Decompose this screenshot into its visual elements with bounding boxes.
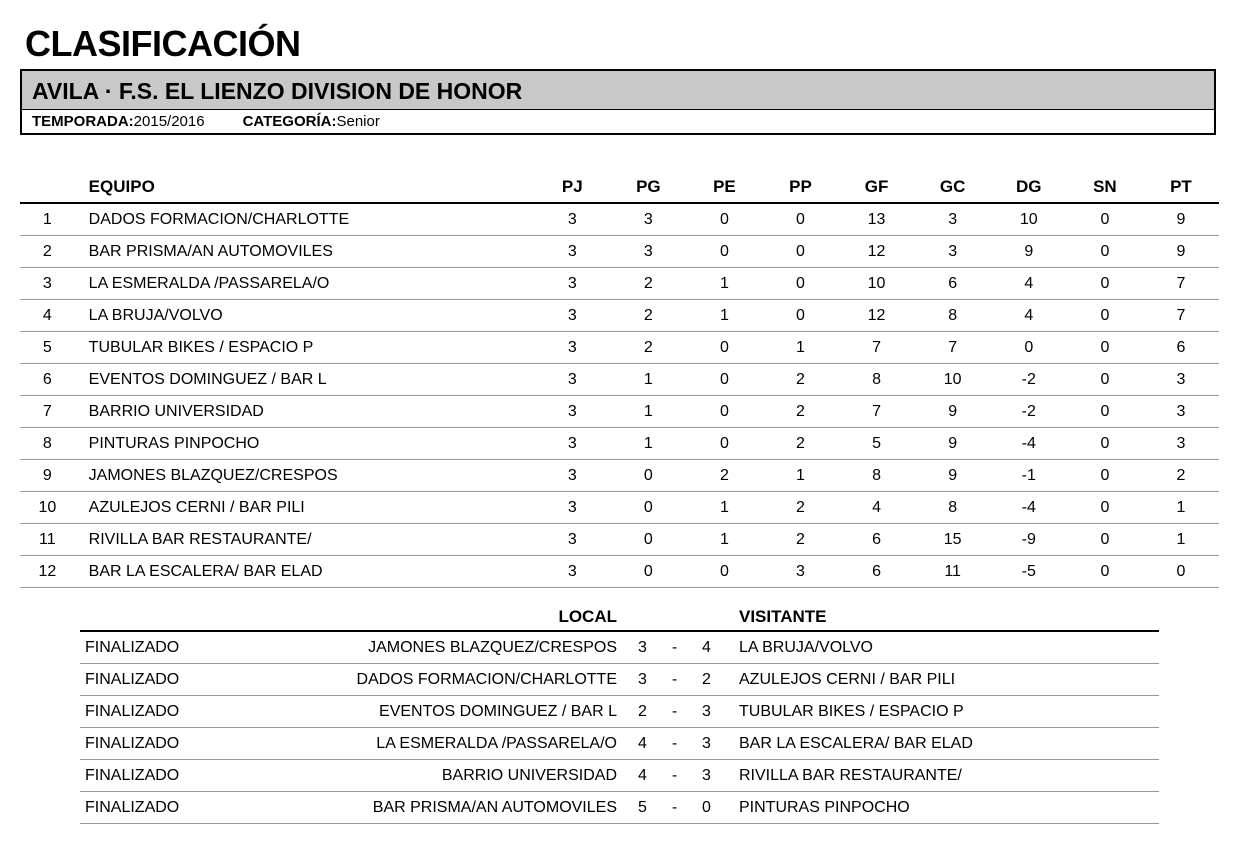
cell-dg: -5 [991,556,1067,588]
cell-pt: 0 [1143,556,1219,588]
cell-pj: 3 [534,203,610,236]
result-row [80,631,1159,664]
cell-pp: 0 [762,203,838,236]
cell-gf: 6 [839,524,915,556]
cell-gc: 9 [915,428,991,460]
cell-pj: 3 [534,364,610,396]
cell-pe: 0 [686,203,762,236]
cell-gc: 7 [915,332,991,364]
cell-gc: 9 [915,460,991,492]
cell-sn: 0 [1067,203,1143,236]
cell-local-score: 3 [618,664,667,696]
cell-position: 10 [20,492,75,524]
cell-pe: 1 [686,492,762,524]
cell-visitor-team: TUBULAR BIKES / ESPACIO P [731,696,1159,728]
cell-sn: 0 [1067,492,1143,524]
cell-team: BAR PRISMA/AN AUTOMOVILES [75,236,535,268]
cell-position: 2 [20,236,75,268]
cell-pg: 0 [610,460,686,492]
standings-row [20,332,1219,364]
standings-row [20,268,1219,300]
cell-position: 12 [20,556,75,588]
cell-pe: 0 [686,364,762,396]
cell-pt: 9 [1143,236,1219,268]
cell-team: EVENTOS DOMINGUEZ / BAR L [75,364,535,396]
cell-gf: 10 [839,268,915,300]
cell-visitor-team: LA BRUJA/VOLVO [731,631,1159,664]
cell-score-separator: - [667,728,682,760]
cell-sn: 0 [1067,524,1143,556]
col-header-dg: DG [991,172,1067,203]
cell-visitor-score: 0 [682,792,731,824]
cell-pp: 0 [762,300,838,332]
cell-pp: 2 [762,396,838,428]
cell-gf: 5 [839,428,915,460]
cell-pt: 1 [1143,492,1219,524]
cell-pg: 1 [610,428,686,460]
col-header-pp: PP [762,172,838,203]
cell-team: PINTURAS PINPOCHO [75,428,535,460]
cell-sn: 0 [1067,236,1143,268]
cell-position: 1 [20,203,75,236]
col-header-local: LOCAL [228,604,618,631]
cell-pg: 1 [610,364,686,396]
col-header-visitor: VISITANTE [731,604,1159,631]
cell-pj: 3 [534,396,610,428]
cell-pj: 3 [534,556,610,588]
standings-row [20,364,1219,396]
cell-sn: 0 [1067,364,1143,396]
cell-pp: 0 [762,268,838,300]
season-value: 2015/2016 [133,113,205,130]
cell-status: FINALIZADO [80,792,228,824]
cell-pe: 0 [686,556,762,588]
cell-pg: 3 [610,203,686,236]
competition-name: AVILA · F.S. EL LIENZO DIVISION DE HONOR [22,71,1214,110]
cell-gf: 8 [839,460,915,492]
cell-visitor-score: 3 [682,728,731,760]
cell-gf: 12 [839,236,915,268]
cell-position: 8 [20,428,75,460]
season-label: TEMPORADA: [32,113,134,130]
cell-position: 7 [20,396,75,428]
cell-pj: 3 [534,492,610,524]
cell-pg: 1 [610,396,686,428]
cell-visitor-team: RIVILLA BAR RESTAURANTE/ [731,760,1159,792]
cell-pt: 9 [1143,203,1219,236]
cell-pp: 1 [762,460,838,492]
cell-pt: 2 [1143,460,1219,492]
result-row [80,664,1159,696]
cell-dg: -9 [991,524,1067,556]
cell-team: JAMONES BLAZQUEZ/CRESPOS [75,460,535,492]
standings-row [20,300,1219,332]
cell-pj: 3 [534,332,610,364]
cell-pg: 2 [610,332,686,364]
standings-row [20,396,1219,428]
cell-score-separator: - [667,631,682,664]
results-header-row [80,604,1159,631]
result-row [80,792,1159,824]
cell-status: FINALIZADO [80,631,228,664]
cell-pg: 2 [610,300,686,332]
cell-pg: 0 [610,492,686,524]
season-category-row [22,110,1214,134]
cell-gc: 3 [915,203,991,236]
cell-gc: 8 [915,300,991,332]
standings-row [20,428,1219,460]
cell-pp: 2 [762,492,838,524]
cell-visitor-team: PINTURAS PINPOCHO [731,792,1159,824]
cell-dg: -4 [991,492,1067,524]
cell-gf: 13 [839,203,915,236]
cell-sn: 0 [1067,556,1143,588]
col-header-pg: PG [610,172,686,203]
col-header-pj: PJ [534,172,610,203]
cell-sn: 0 [1067,332,1143,364]
cell-pt: 7 [1143,268,1219,300]
cell-pe: 1 [686,300,762,332]
cell-status: FINALIZADO [80,664,228,696]
category-value: Senior [336,113,380,130]
cell-visitor-score: 3 [682,760,731,792]
cell-position: 6 [20,364,75,396]
cell-gc: 15 [915,524,991,556]
cell-team: RIVILLA BAR RESTAURANTE/ [75,524,535,556]
cell-position: 3 [20,268,75,300]
cell-gf: 12 [839,300,915,332]
cell-score-separator: - [667,760,682,792]
standings-row [20,236,1219,268]
cell-local-score: 3 [618,631,667,664]
cell-pe: 1 [686,268,762,300]
cell-local-team: BARRIO UNIVERSIDAD [228,760,618,792]
cell-dg: 9 [991,236,1067,268]
col-header-team: EQUIPO [75,172,535,203]
cell-sn: 0 [1067,300,1143,332]
cell-pe: 0 [686,236,762,268]
cell-pj: 3 [534,428,610,460]
cell-gc: 3 [915,236,991,268]
cell-gc: 11 [915,556,991,588]
cell-team: BAR LA ESCALERA/ BAR ELAD [75,556,535,588]
cell-status: FINALIZADO [80,696,228,728]
cell-position: 9 [20,460,75,492]
col-header-gf: GF [839,172,915,203]
cell-dg: -1 [991,460,1067,492]
cell-gc: 8 [915,492,991,524]
cell-pe: 0 [686,396,762,428]
cell-pp: 0 [762,236,838,268]
cell-score-separator: - [667,664,682,696]
standings-row [20,460,1219,492]
cell-local-team: EVENTOS DOMINGUEZ / BAR L [228,696,618,728]
cell-local-score: 5 [618,792,667,824]
cell-position: 11 [20,524,75,556]
result-row [80,728,1159,760]
cell-score-separator: - [667,696,682,728]
cell-team: BARRIO UNIVERSIDAD [75,396,535,428]
cell-gf: 6 [839,556,915,588]
cell-pt: 3 [1143,428,1219,460]
cell-pg: 2 [610,268,686,300]
cell-gc: 10 [915,364,991,396]
cell-pp: 2 [762,428,838,460]
cell-score-separator: - [667,792,682,824]
cell-status: FINALIZADO [80,760,228,792]
cell-pt: 1 [1143,524,1219,556]
cell-local-score: 4 [618,760,667,792]
cell-local-team: DADOS FORMACION/CHARLOTTE [228,664,618,696]
cell-pt: 6 [1143,332,1219,364]
cell-pg: 0 [610,524,686,556]
cell-pe: 1 [686,524,762,556]
standings-row [20,492,1219,524]
cell-gc: 9 [915,396,991,428]
cell-team: DADOS FORMACION/CHARLOTTE [75,203,535,236]
standings-row [20,524,1219,556]
cell-pj: 3 [534,524,610,556]
result-row [80,696,1159,728]
cell-position: 4 [20,300,75,332]
col-header-pe: PE [686,172,762,203]
cell-team: TUBULAR BIKES / ESPACIO P [75,332,535,364]
cell-pp: 2 [762,524,838,556]
cell-local-team: JAMONES BLAZQUEZ/CRESPOS [228,631,618,664]
cell-local-team: BAR PRISMA/AN AUTOMOVILES [228,792,618,824]
cell-pp: 1 [762,332,838,364]
competition-info-box [20,69,1216,135]
cell-dg: -4 [991,428,1067,460]
col-header-sn: SN [1067,172,1143,203]
cell-local-score: 4 [618,728,667,760]
cell-pp: 3 [762,556,838,588]
cell-dg: 4 [991,268,1067,300]
standings-table [20,172,1219,588]
cell-sn: 0 [1067,396,1143,428]
cell-pj: 3 [534,268,610,300]
cell-pt: 7 [1143,300,1219,332]
cell-visitor-team: AZULEJOS CERNI / BAR PILI [731,664,1159,696]
cell-gf: 8 [839,364,915,396]
cell-visitor-score: 2 [682,664,731,696]
cell-team: AZULEJOS CERNI / BAR PILI [75,492,535,524]
cell-pt: 3 [1143,396,1219,428]
cell-dg: 4 [991,300,1067,332]
cell-gf: 7 [839,332,915,364]
cell-pe: 2 [686,460,762,492]
cell-dg: 10 [991,203,1067,236]
cell-visitor-score: 3 [682,696,731,728]
cell-status: FINALIZADO [80,728,228,760]
cell-local-team: LA ESMERALDA /PASSARELA/O [228,728,618,760]
cell-team: LA BRUJA/VOLVO [75,300,535,332]
col-header-position [20,172,75,203]
cell-team: LA ESMERALDA /PASSARELA/O [75,268,535,300]
standings-row [20,203,1219,236]
cell-pg: 3 [610,236,686,268]
cell-pj: 3 [534,460,610,492]
cell-sn: 0 [1067,428,1143,460]
cell-gf: 7 [839,396,915,428]
cell-local-score: 2 [618,696,667,728]
cell-dg: -2 [991,396,1067,428]
cell-dg: -2 [991,364,1067,396]
cell-pj: 3 [534,300,610,332]
cell-pj: 3 [534,236,610,268]
cell-dg: 0 [991,332,1067,364]
cell-gc: 6 [915,268,991,300]
cell-visitor-score: 4 [682,631,731,664]
cell-pt: 3 [1143,364,1219,396]
results-table [80,604,1159,824]
cell-position: 5 [20,332,75,364]
cell-pg: 0 [610,556,686,588]
cell-sn: 0 [1067,268,1143,300]
standings-header-row [20,172,1219,203]
cell-pe: 0 [686,332,762,364]
result-row [80,760,1159,792]
standings-row [20,556,1219,588]
page-title: CLASIFICACIÓN [25,23,301,64]
category-label: CATEGORÍA: [242,113,337,130]
col-header-gc: GC [915,172,991,203]
col-header-pt: PT [1143,172,1219,203]
cell-visitor-team: BAR LA ESCALERA/ BAR ELAD [731,728,1159,760]
cell-pe: 0 [686,428,762,460]
cell-pp: 2 [762,364,838,396]
cell-sn: 0 [1067,460,1143,492]
cell-gf: 4 [839,492,915,524]
